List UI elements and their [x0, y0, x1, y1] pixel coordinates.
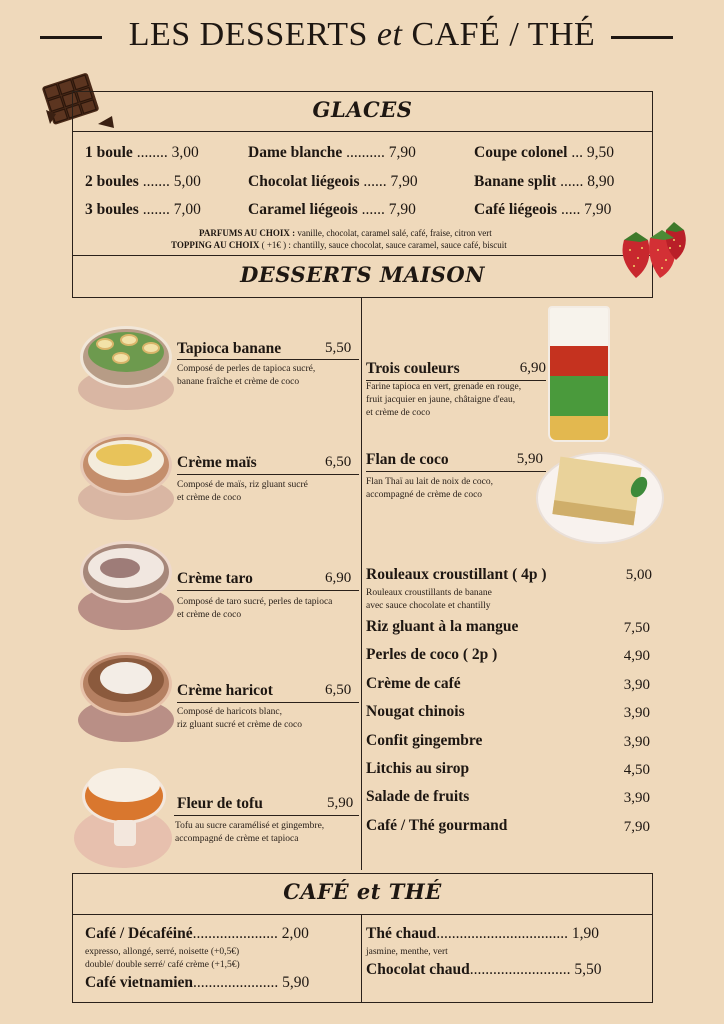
dessert-name: Litchis au sirop — [366, 760, 470, 777]
dessert-price: 3,90 — [623, 677, 650, 693]
dessert-desc: Composé de maïs, riz gluant sucré et crème de coco — [177, 480, 308, 503]
glace-item: 3 boules ....... 7,00 — [85, 201, 201, 218]
glace-item: Banane split ...... 8,90 — [474, 173, 615, 190]
dessert-rule — [177, 359, 359, 360]
tofu-glass-stem — [114, 820, 136, 846]
dessert-name: Riz gluant à la mangue — [366, 618, 519, 635]
dessert-name: Rouleaux croustillant ( 4p ) — [366, 566, 547, 583]
desserts-divider — [361, 298, 362, 870]
dessert-desc: Composé de taro sucré, perles de tapioca et crème de coco — [177, 597, 333, 620]
banana-slice — [96, 338, 114, 350]
glace-item: Chocolat liégeois ...... 7,90 — [248, 173, 418, 190]
cafe-item: Café vietnamien...................... 5,90 — [85, 974, 310, 991]
dessert-price: 6,50 — [325, 682, 352, 698]
dessert-rule — [174, 815, 359, 816]
cafe-rule — [72, 914, 653, 915]
dessert-name: Trois couleurs — [366, 360, 460, 377]
glace-item: Coupe colonel ... 9,50 — [474, 144, 614, 161]
dessert-desc: Composé de perles de tapioca sucré, banane fraîche et crème de coco — [177, 364, 316, 387]
dessert-name: Crème haricot — [177, 682, 273, 699]
dessert-name: Crème maïs — [177, 454, 257, 471]
dessert-desc: Tofu au sucre caramélisé et gingembre, accompagné de crème et tapioca — [175, 821, 325, 844]
dessert-price: 3,90 — [623, 705, 650, 721]
dessert-name: Perles de coco ( 2p ) — [366, 646, 498, 663]
dessert-name: Flan de coco — [366, 451, 449, 468]
the-item: Thé chaud.................................. 1,90 — [366, 925, 599, 942]
dessert-price: 7,50 — [623, 620, 650, 636]
dessert-rule — [177, 474, 359, 475]
dessert-price: 5,90 — [327, 795, 354, 811]
dessert-price: 5,00 — [625, 567, 652, 583]
glace-item: 2 boules ....... 5,00 — [85, 173, 201, 190]
chocolat-item: Chocolat chaud.......................... 5,50 — [366, 961, 602, 978]
dessert-rule — [177, 590, 359, 591]
flan-slice — [552, 457, 641, 526]
cafe-heading: CAFÉ et THÉ — [283, 879, 442, 904]
cafe-desc: expresso, allongé, serré, noisette (+0,5€) double/ double serré/ café crème (+1,5€) — [85, 947, 240, 970]
dessert-desc: Composé de haricots blanc, riz gluant sucré et crème de coco — [177, 707, 303, 730]
dessert-price: 4,50 — [623, 762, 650, 778]
dessert-name: Nougat chinois — [366, 703, 465, 720]
dessert-name: Tapioca banane — [177, 340, 282, 357]
dessert-price: 7,90 — [623, 819, 650, 835]
dessert-price: 3,90 — [623, 734, 650, 750]
layer-yellow — [550, 416, 608, 442]
cream-topping — [100, 662, 152, 694]
dessert-price: 3,90 — [623, 790, 650, 806]
dessert-name: Confit gingembre — [366, 732, 483, 749]
trois-couleurs-glass — [548, 306, 610, 442]
strawberry-illustration — [614, 220, 690, 286]
taro-topping — [100, 558, 140, 578]
dessert-desc: Rouleaux croustillants de banane avec sauce chocolate et chantilly — [366, 588, 492, 611]
glace-item: Caramel liégeois ...... 7,90 — [248, 201, 416, 218]
dessert-name: Salade de fruits — [366, 788, 470, 805]
dessert-name: Crème taro — [177, 570, 253, 587]
dessert-price: 5,50 — [325, 340, 352, 356]
tofu-cream — [88, 768, 160, 802]
dessert-price: 6,90 — [519, 360, 546, 376]
dessert-rule — [366, 471, 546, 472]
cafe-divider — [361, 914, 362, 1003]
dessert-price: 5,90 — [516, 451, 543, 467]
banana-slice — [120, 334, 138, 346]
dessert-price: 6,90 — [325, 570, 352, 586]
glace-item: 1 boule ........ 3,00 — [85, 144, 199, 161]
page-title: LES DESSERTS et CAFÉ / THÉ — [128, 16, 596, 53]
glace-item: Café liégeois ..... 7,90 — [474, 201, 612, 218]
parfums-line: PARFUMS AU CHOIX : vanille, chocolat, caramel salé, café, fraise, citron vert — [199, 228, 492, 238]
glaces-rule — [72, 131, 653, 132]
dessert-name: Crème de café — [366, 675, 461, 692]
dessert-name: Café / Thé gourmand — [366, 817, 508, 834]
cafe-item: Café / Décaféiné...................... 2,00 — [85, 925, 309, 942]
dessert-price: 6,50 — [325, 454, 352, 470]
topping-line: TOPPING AU CHOIX ( +1€ ) : chantilly, sauce chocolat, sauce caramel, sauce café, biscuit — [171, 240, 507, 250]
dessert-rule — [177, 702, 359, 703]
dessert-price: 4,90 — [623, 648, 650, 664]
dessert-desc: Farine tapioca en vert, grenade en rouge, fruit jacquier en jaune, châtaigne d'eau, et crème de coco — [366, 382, 522, 418]
layer-red — [550, 346, 608, 376]
the-desc: jasmine, menthe, vert — [366, 947, 448, 957]
glace-item: Dame blanche .......... 7,90 — [248, 144, 416, 161]
desserts-top-rule — [72, 255, 653, 256]
corn-topping — [96, 444, 152, 466]
banana-slice — [112, 352, 130, 364]
dessert-desc: Flan Thaï au lait de noix de coco, accompagné de crème de coco — [366, 477, 493, 500]
layer-cream — [550, 308, 608, 346]
dessert-name: Fleur de tofu — [177, 795, 263, 812]
banana-slice — [142, 342, 160, 354]
layer-green — [550, 376, 608, 416]
desserts-heading: DESSERTS MAISON — [240, 262, 485, 287]
glaces-heading: GLACES — [312, 97, 413, 122]
